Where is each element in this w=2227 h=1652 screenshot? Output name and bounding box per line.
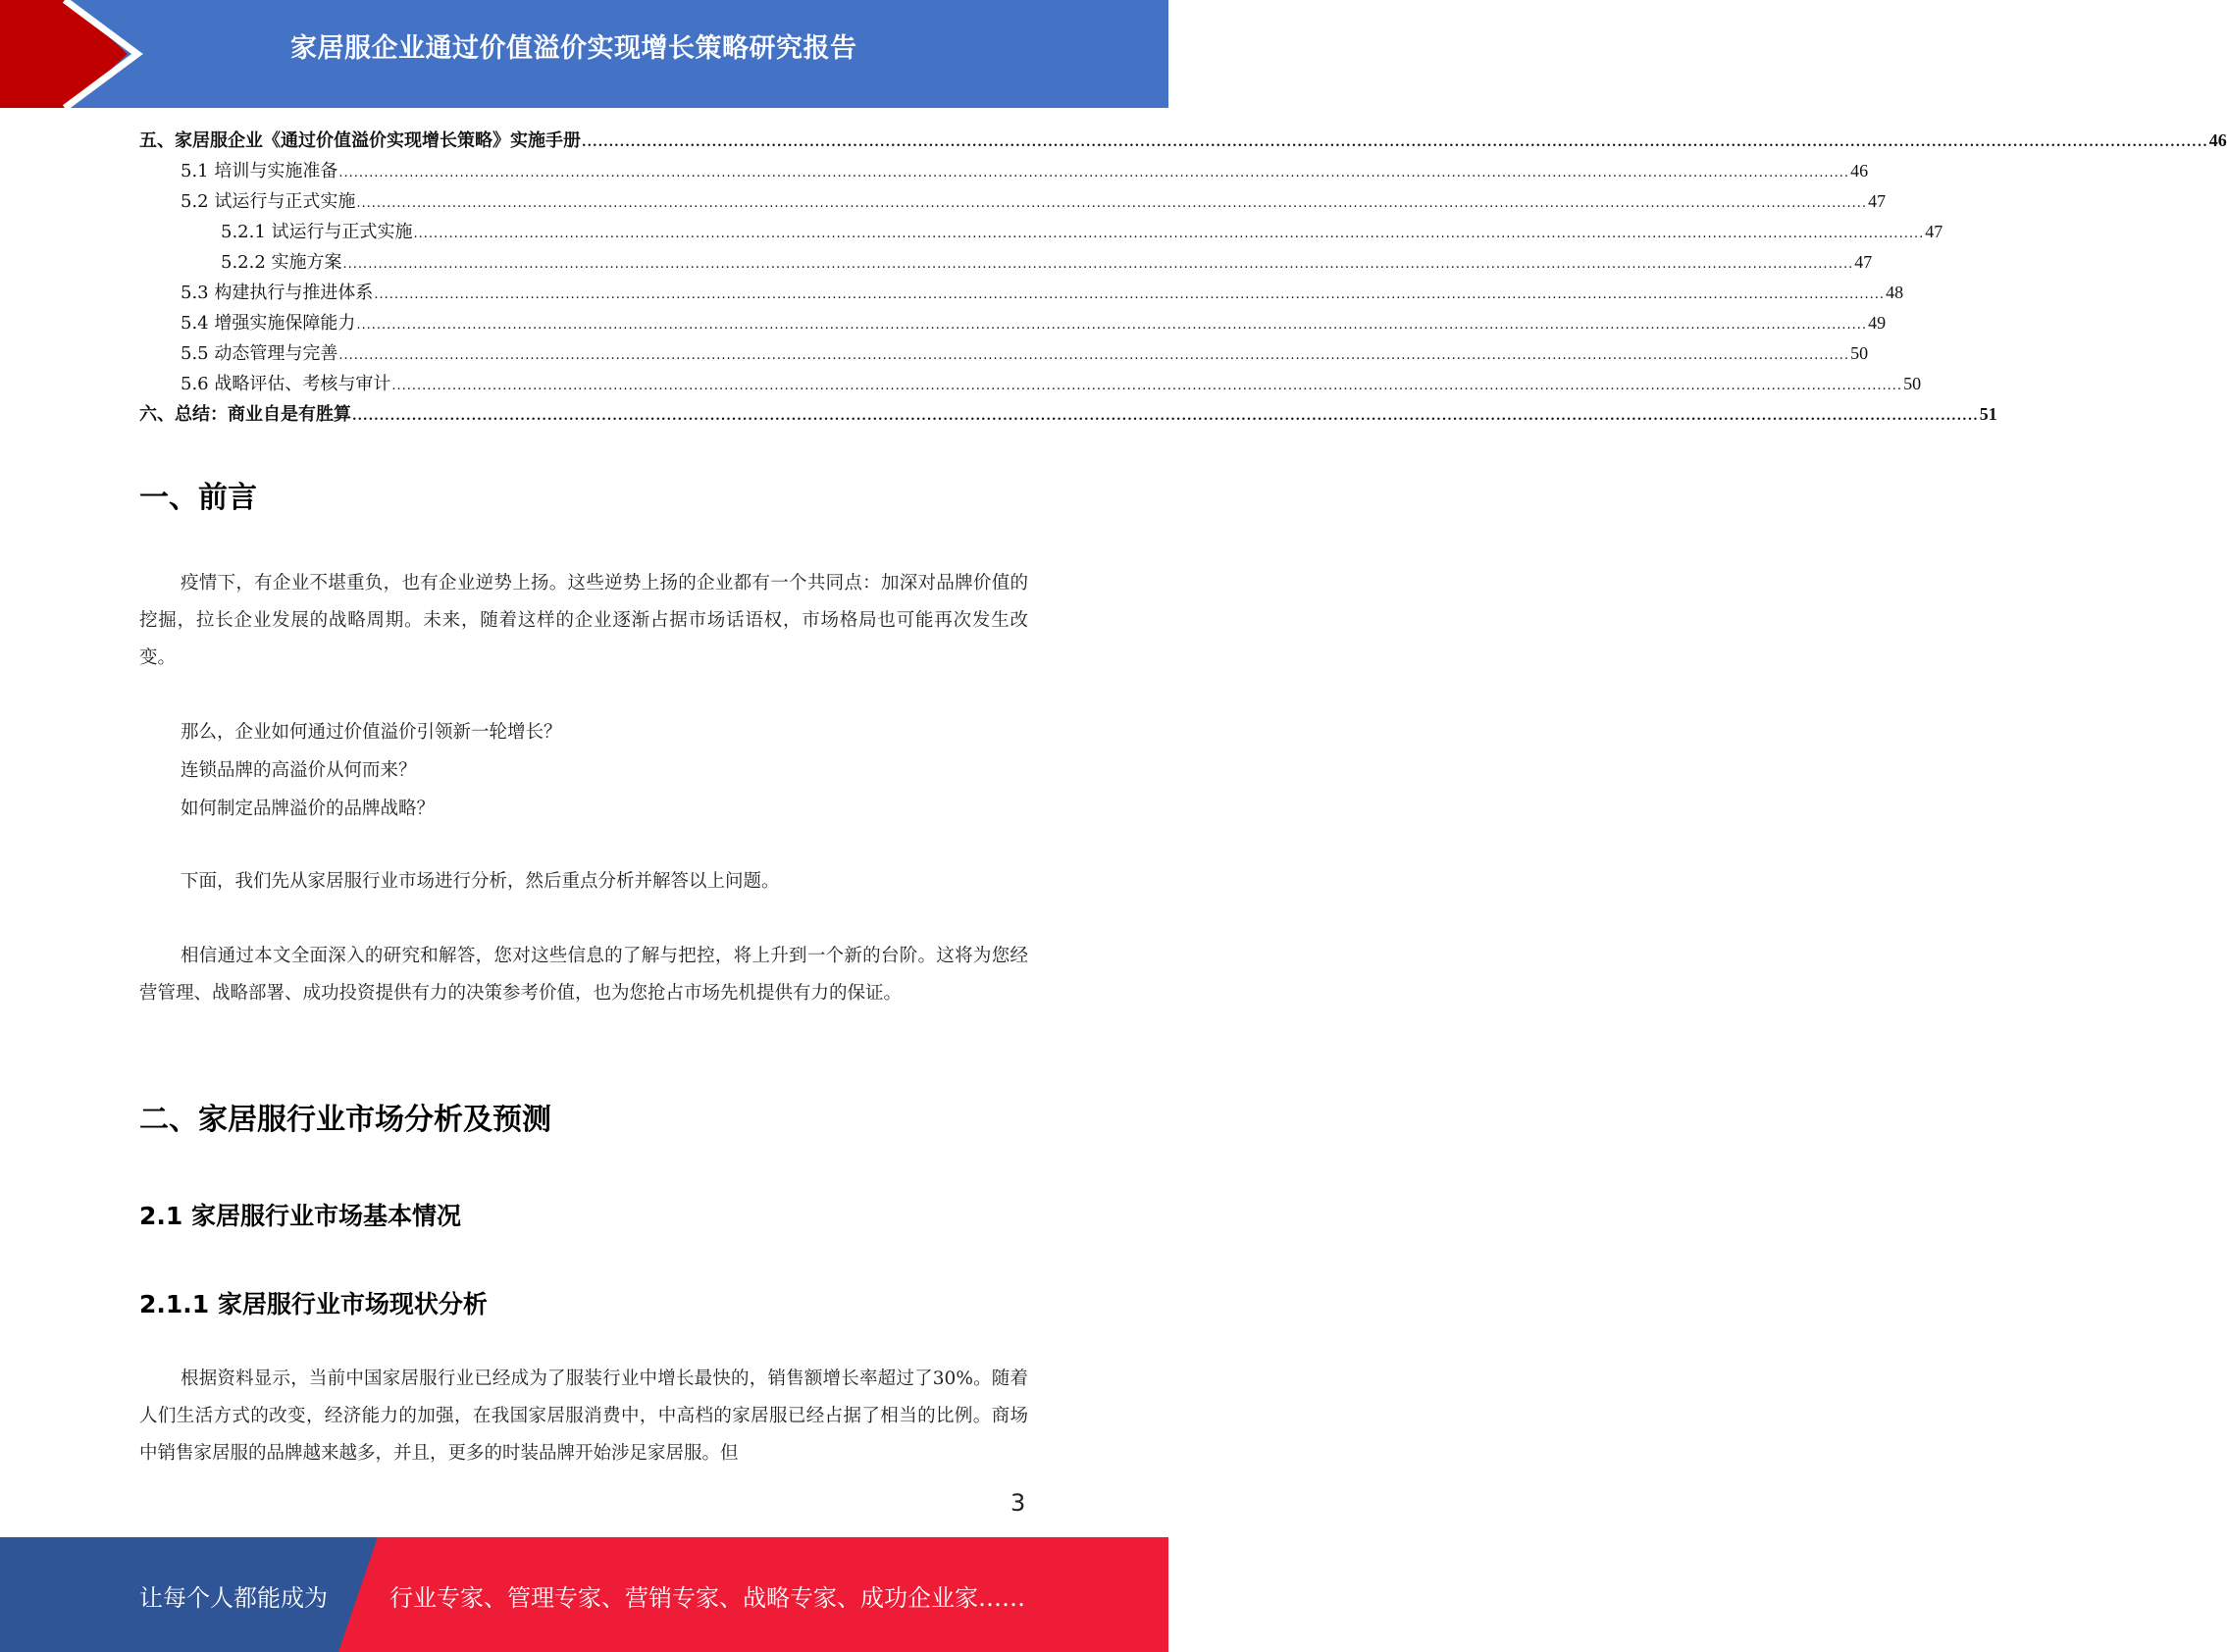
toc-entry-label: 5.2.1 试运行与正式实施	[221, 222, 413, 242]
toc-entry-page: 49	[1868, 313, 1887, 333]
table-of-contents	[139, 126, 2227, 430]
question-line-1: 那么，企业如何通过价值溢价引领新一轮增长？	[181, 722, 562, 743]
toc-leader-dots: ............................................................................................................................................................................................................................................................................................................	[342, 257, 1854, 272]
question-line-2: 连锁品牌的高溢价从何而来？	[181, 760, 417, 781]
toc-leader-dots: ............................................................................................................................................................................................................................................................................................................	[391, 379, 1903, 393]
subsection-heading-2-1: 2.1 家居服行业市场基本情况	[139, 1202, 461, 1230]
toc-leader-dots: ............................................................................................................................................................................................................................................................................................................	[356, 318, 1868, 333]
footer-banner	[0, 1537, 1168, 1652]
toc-entry-label: 5.5 动态管理与完善	[181, 343, 338, 364]
preface-paragraph-3: 相信通过本文全面深入的研究和解答，您对这些信息的了解与把控，将上升到一个新的台阶。这将为您经营管理、战略部署、成功投资提供有力的决策参考价值，也为您抢占市场先机提供有力的保证。	[139, 946, 1028, 1004]
toc-entry-page: 51	[1979, 404, 1997, 424]
toc-entry[interactable]	[139, 156, 1869, 186]
toc-leader-dots: ............................................................................................................................................................................................................................................................................................................	[413, 227, 1925, 241]
toc-entry[interactable]	[139, 217, 1943, 247]
toc-entry[interactable]	[139, 278, 1904, 308]
toc-entry-page: 46	[2208, 130, 2227, 150]
toc-leader-dots: ............................................................................................................................................................................................................................................................................................................	[338, 166, 1850, 181]
toc-leader-dots: ............................................................................................................................................................................................................................................................................................................	[356, 196, 1868, 211]
toc-entry-label: 5.3 构建执行与推进体系	[181, 283, 374, 303]
toc-entry[interactable]	[139, 338, 1869, 369]
toc-leader-dots: ............................................................................................................................................................................................................................................................................................................	[338, 348, 1850, 363]
toc-entry-label: 5.4 增强实施保障能力	[181, 313, 356, 334]
toc-leader-dots: ............................................................................................................................................................................................................................................................................................................	[582, 135, 2208, 150]
question-line-3: 如何制定品牌溢价的品牌战略？	[181, 799, 436, 819]
toc-entry[interactable]	[139, 186, 1887, 217]
toc-entry-label: 5.2 试运行与正式实施	[181, 191, 356, 212]
document-title: 家居服企业通过价值溢价实现增长策略研究报告	[290, 33, 857, 64]
toc-entry-label: 六、总结：商业自是有胜算	[139, 404, 351, 425]
red-arrow-icon	[0, 0, 157, 108]
section-heading-preface: 一、前言	[139, 481, 257, 515]
toc-entry-page: 47	[1854, 252, 1873, 272]
market-status-paragraph: 根据资料显示，当前中国家居服行业已经成为了服装行业中增长最快的，销售额增长率超过了30%。随着人们生活方式的改变，经济能力的加强，在我国家居服消费中，中高档的家居服已经占据了相当的比例。商场中销售家居服的品牌越来越多，并且，更多的时装品牌开始涉足家居服。但	[139, 1368, 1028, 1464]
toc-entry[interactable]	[139, 126, 2227, 156]
toc-entry-label: 5.6 战略评估、考核与审计	[181, 374, 391, 394]
footer-slogan-right: 行业专家、管理专家、营销专家、战略专家、成功企业家……	[389, 1584, 1025, 1612]
preface-paragraph-2: 下面，我们先从家居服行业市场进行分析，然后重点分析并解答以上问题。	[181, 871, 780, 892]
toc-entry-label: 五、家居服企业《通过价值溢价实现增长策略》实施手册	[139, 130, 581, 151]
toc-entry-label: 5.2.2 实施方案	[221, 252, 342, 273]
toc-entry-page: 50	[1850, 343, 1869, 363]
footer-slogan-left: 让每个人都能成为	[139, 1584, 328, 1612]
toc-entry-page: 47	[1925, 222, 1943, 241]
toc-entry[interactable]	[139, 247, 1873, 278]
toc-leader-dots: ............................................................................................................................................................................................................................................................................................................	[374, 287, 1886, 302]
header-banner	[0, 0, 1168, 108]
toc-entry-page: 47	[1868, 191, 1887, 211]
toc-entry[interactable]	[139, 369, 1922, 399]
toc-entry[interactable]	[139, 308, 1887, 338]
toc-entry-page: 46	[1850, 161, 1869, 181]
toc-entry-page: 48	[1886, 283, 1904, 302]
subsection-heading-2-1-1: 2.1.1 家居服行业市场现状分析	[139, 1290, 488, 1318]
preface-paragraph-1: 疫情下，有企业不堪重负，也有企业逆势上扬。这些逆势上扬的企业都有一个共同点：加深对品牌价值的挖掘，拉长企业发展的战略周期。未来，随着这样的企业逐渐占据市场话语权，市场格局也可能再次发生改变。	[139, 573, 1028, 668]
toc-entry-label: 5.1 培训与实施准备	[181, 161, 338, 181]
toc-leader-dots: ............................................................................................................................................................................................................................................................................................................	[352, 409, 1979, 424]
toc-entry[interactable]	[139, 399, 1997, 430]
section-heading-market-analysis: 二、家居服行业市场分析及预测	[139, 1103, 551, 1137]
page-number: 3	[1010, 1489, 1026, 1517]
toc-entry-page: 50	[1903, 374, 1922, 393]
